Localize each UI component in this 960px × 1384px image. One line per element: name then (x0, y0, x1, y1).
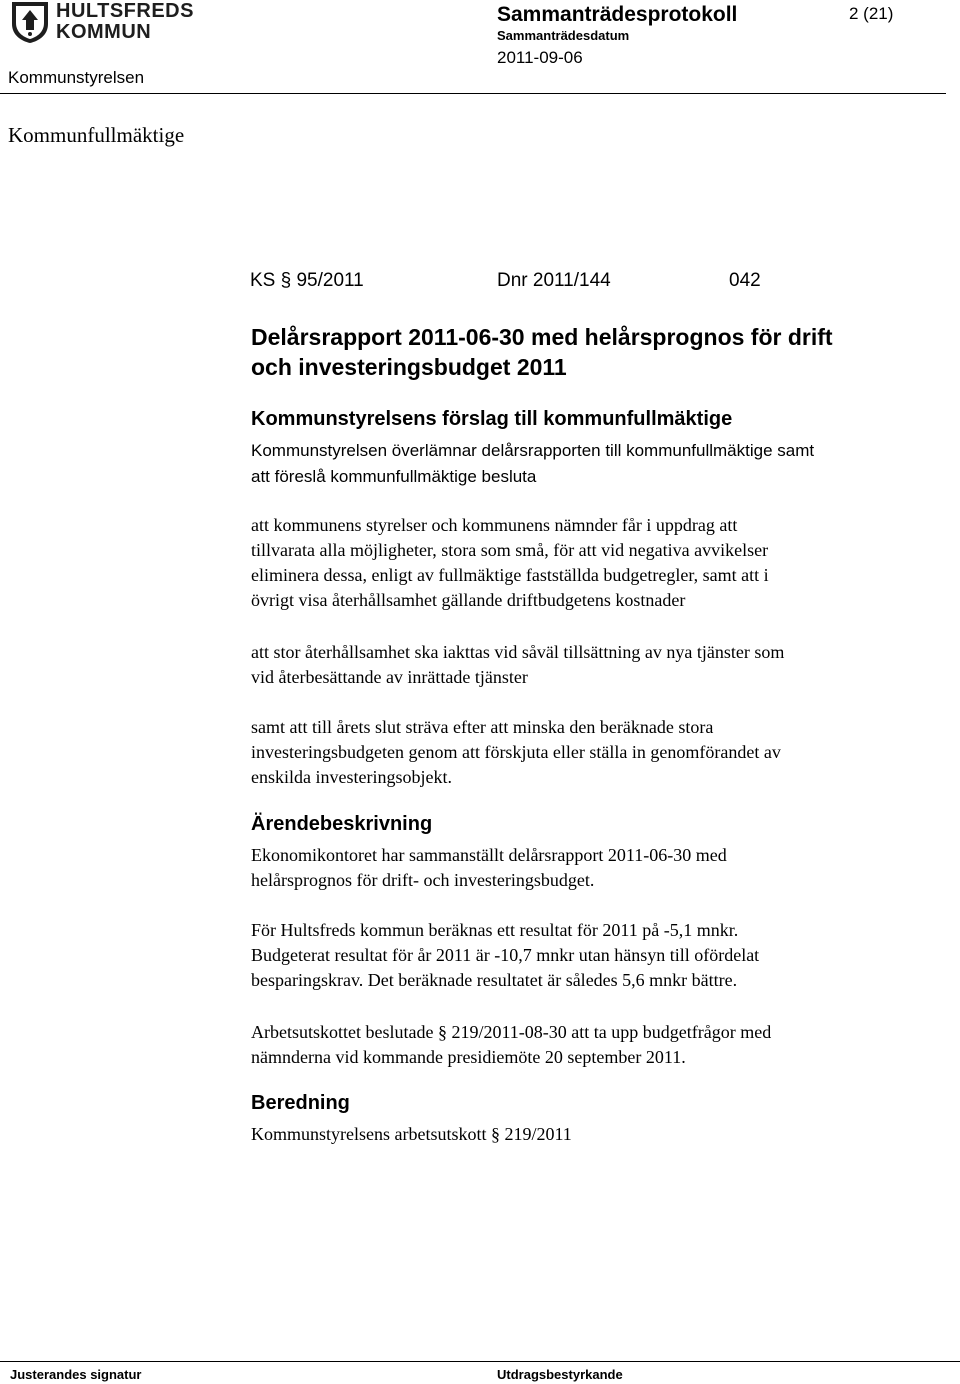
extract-certification-label: Utdragsbestyrkande (497, 1367, 623, 1382)
text-line: helårsprognos för drift- och investeringsbudget. (251, 870, 595, 890)
text-line: Ekonomikontoret har sammanställt delårsrapport 2011-06-30 med (251, 845, 727, 865)
header-divider (0, 93, 946, 94)
text-line: investeringsbudgeten genom att förskjuta eller ställa in genomförandet av (251, 742, 781, 762)
text-line: För Hultsfreds kommun beräknas ett resultat för 2011 på -5,1 mnkr. (251, 920, 739, 940)
text-line: eliminera dessa, enligt av fullmäktige fastställda budgetregler, samt att i (251, 565, 769, 585)
meeting-date-value: 2011-09-06 (497, 48, 583, 67)
description-para-2 (251, 918, 759, 993)
description-para-3 (251, 1020, 771, 1070)
text-line: nämnderna vid kommande presidiemöte 20 september 2011. (251, 1047, 686, 1067)
text-line: tillvarata alla möjligheter, stora som små, för att vid negativa avvikelser (251, 540, 769, 560)
meeting-date-label: Sammanträdesdatum (497, 28, 630, 43)
archive-code: 042 (729, 270, 761, 291)
text-line: att kommunens styrelser och kommunens nämnder får i uppdrag att (251, 515, 738, 535)
proposal-point-3 (251, 715, 781, 790)
text-line: vid återbesättande av inrättade tjänster (251, 667, 528, 687)
preparation-text: Kommunstyrelsens arbetsutskott § 219/2011 (251, 1124, 572, 1144)
text-line: att stor återhållsamhet ska iakttas vid såväl tillsättning av nya tjänster som (251, 642, 785, 662)
case-title (251, 322, 833, 382)
logo-text-line1: HULTSFREDS (56, 0, 194, 22)
signature-label: Justerandes signatur (10, 1367, 142, 1382)
preparation-heading: Beredning (251, 1092, 350, 1114)
case-title-line: och investeringsbudget 2011 (251, 354, 567, 380)
organization-name: Kommunstyrelsen (8, 68, 145, 87)
diary-number: Dnr 2011/144 (497, 270, 611, 291)
municipality-logo (10, 0, 194, 46)
proposal-point-2 (251, 640, 784, 690)
proposal-heading: Kommunstyrelsens förslag till kommunfullmäktige (251, 408, 733, 430)
document-title: Sammanträdesprotokoll (497, 3, 738, 26)
receiver: Kommunfullmäktige (8, 123, 185, 147)
text-line: Kommunstyrelsen överlämnar delårsrapporten till kommunfullmäktige samt (251, 441, 815, 460)
text-line: besparingskrav. Det beräknade resultatet är således 5,6 mnkr bättre. (251, 970, 738, 990)
coat-of-arms-icon (10, 0, 50, 44)
case-title-line: Delårsrapport 2011-06-30 med helårsprognos för drift (251, 324, 833, 350)
logo-text-line2: KOMMUN (56, 21, 152, 43)
text-line: övrigt visa återhållsamhet gällande driftbudgetens kostnader (251, 590, 686, 610)
proposal-intro (251, 438, 814, 490)
text-line: att föreslå kommunfullmäktige besluta (251, 467, 537, 486)
description-para-1 (251, 843, 727, 893)
footer-divider (0, 1361, 960, 1362)
text-line: Arbetsutskottet beslutade § 219/2011-08-30 att ta upp budgetfrågor med (251, 1022, 772, 1042)
text-line: enskilda investeringsobjekt. (251, 767, 452, 787)
proposal-point-1 (251, 513, 769, 613)
description-heading: Ärendebeskrivning (251, 813, 433, 835)
text-line: Budgeterat resultat för år 2011 är -10,7 mnkr utan hänsyn till ofördelat (251, 945, 760, 965)
page-number: 2 (21) (849, 4, 894, 23)
text-line: samt att till årets slut sträva efter att minska den beräknade stora (251, 717, 714, 737)
case-number: KS § 95/2011 (250, 270, 364, 291)
